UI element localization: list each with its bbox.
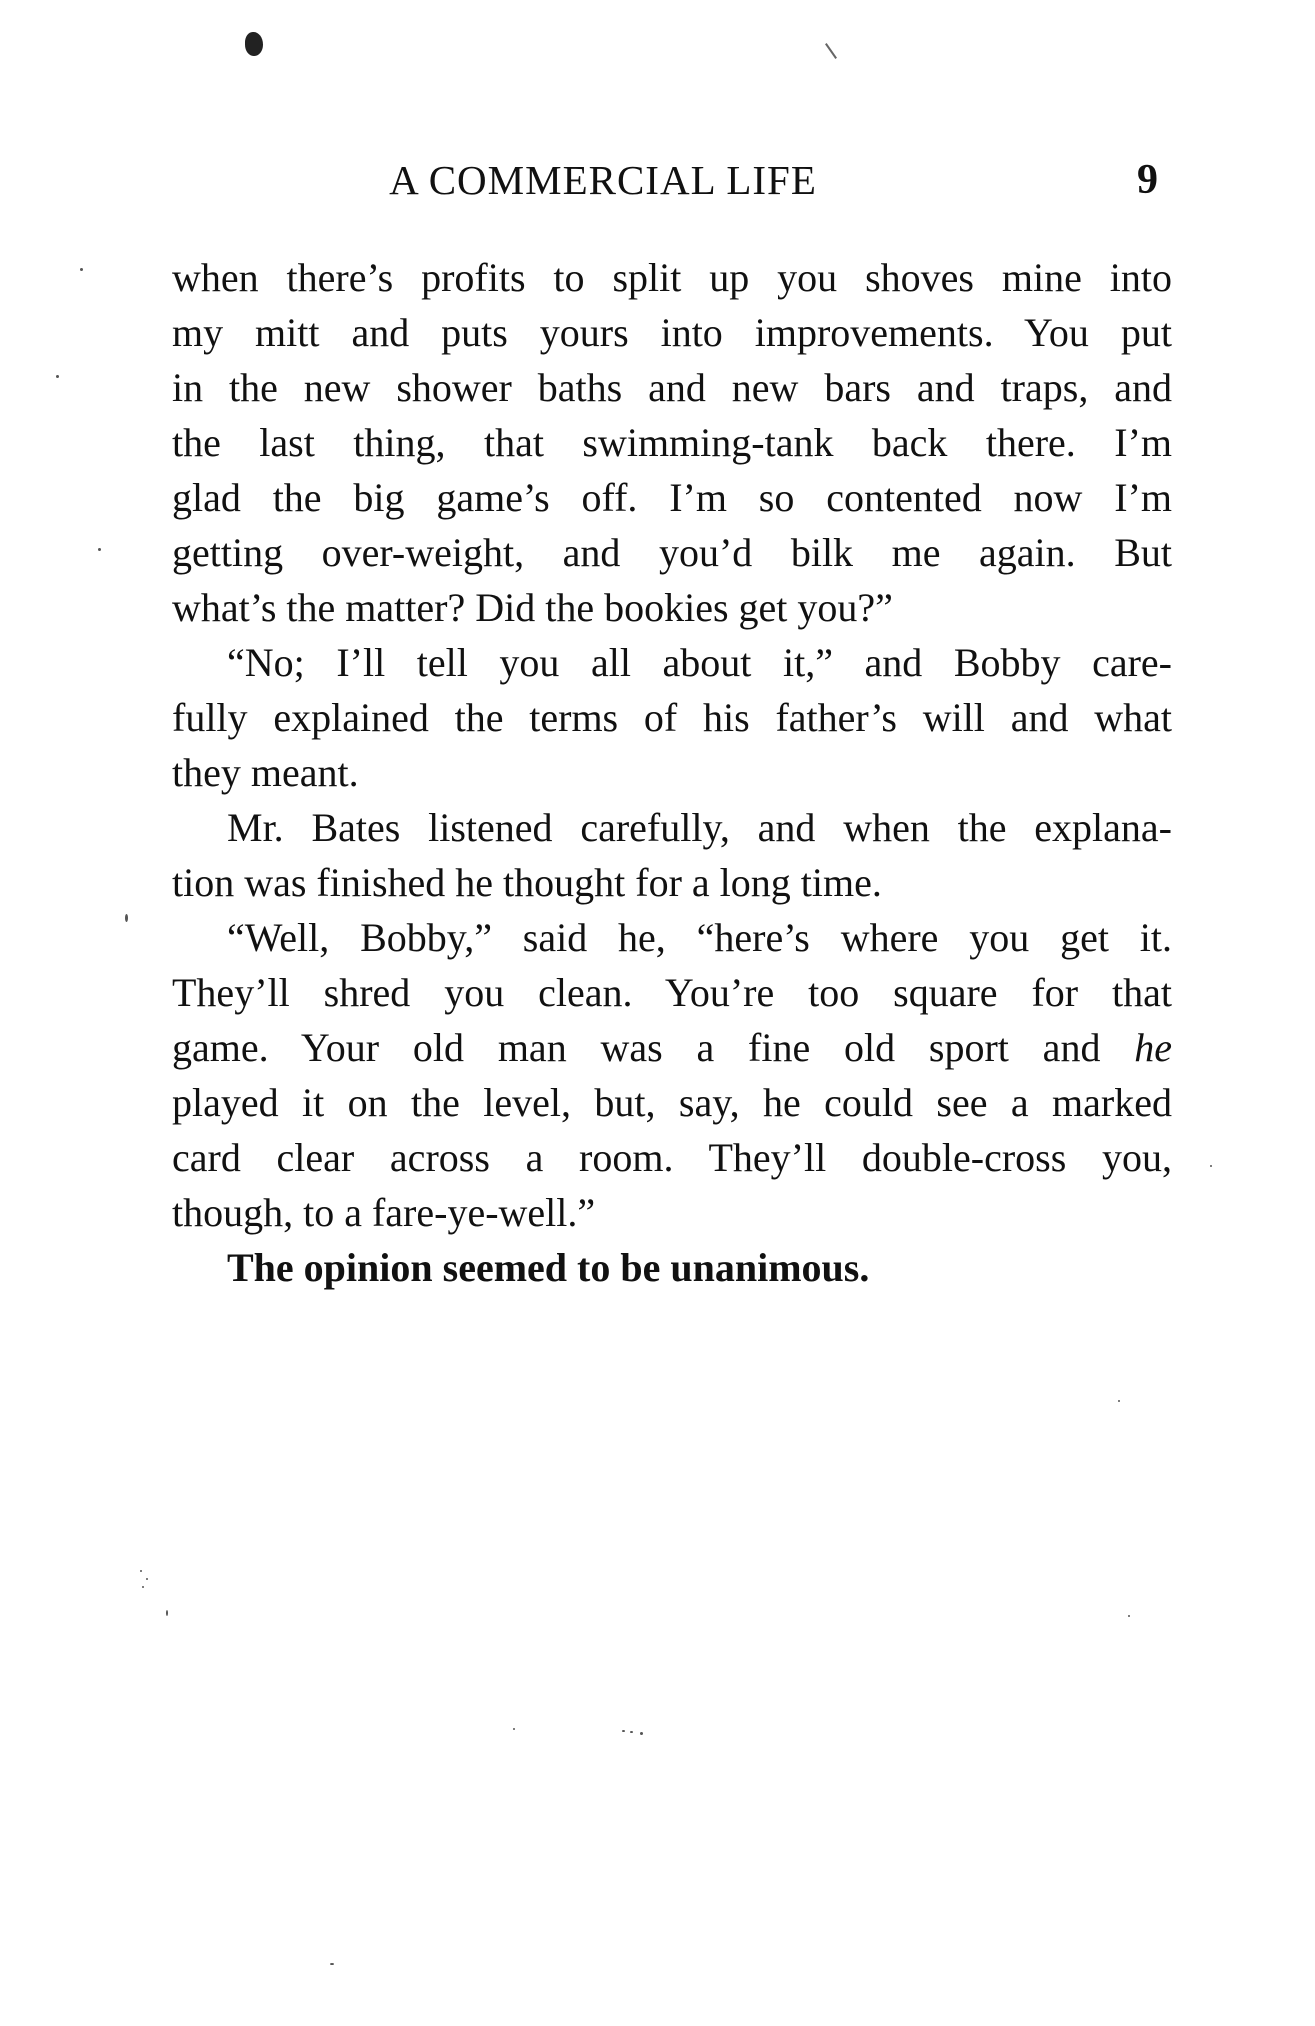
scan-speck bbox=[80, 268, 83, 271]
text-line: card clear across a room. They’ll double-cross you, bbox=[172, 1135, 1172, 1180]
text-line: when there’s profits to split up you shoves mine into bbox=[172, 255, 1172, 300]
scan-speck bbox=[513, 1728, 515, 1730]
scan-speck bbox=[630, 1731, 633, 1733]
scan-speck bbox=[56, 375, 59, 378]
running-head: A COMMERCIAL LIFE bbox=[389, 157, 817, 203]
scan-speck bbox=[125, 914, 128, 922]
text-line: in the new shower baths and new bars and traps, and bbox=[172, 365, 1172, 410]
text-line: Mr. Bates listened carefully, and when the explana- bbox=[227, 805, 1172, 850]
page-header bbox=[172, 150, 1172, 210]
text-line: tion was finished he thought for a long time. bbox=[172, 860, 882, 905]
emphasized-word: he bbox=[1134, 1025, 1172, 1070]
text-line: they meant. bbox=[172, 750, 359, 795]
text-segment: game. Your old man was a fine old sport and bbox=[172, 1025, 1101, 1070]
text-line: getting over-weight, and you’d bilk me again. But bbox=[172, 530, 1172, 575]
text-line: my mitt and puts yours into improvements. You put bbox=[172, 310, 1172, 355]
page-number: 9 bbox=[1137, 157, 1158, 203]
text-line bbox=[172, 1020, 1172, 1075]
body-text bbox=[172, 250, 1172, 1295]
text-line: “Well, Bobby,” said he, “here’s where you get it. bbox=[227, 915, 1172, 960]
scan-speck bbox=[142, 1586, 144, 1588]
scan-speck bbox=[1210, 1165, 1212, 1167]
scan-speck bbox=[1118, 1400, 1120, 1402]
scan-speck bbox=[330, 1963, 334, 1965]
text-line: played it on the level, but, say, he could see a marked bbox=[172, 1080, 1172, 1125]
ink-blot bbox=[245, 32, 263, 56]
scan-speck bbox=[640, 1732, 643, 1735]
ink-mark bbox=[825, 43, 837, 59]
scan-speck bbox=[98, 548, 101, 551]
text-line: glad the big game’s off. I’m so contented now I’m bbox=[172, 475, 1172, 520]
text-line: fully explained the terms of his father’s will and what bbox=[172, 695, 1172, 740]
text-line: They’ll shred you clean. You’re too square for that bbox=[172, 970, 1172, 1015]
text-line: though, to a fare-ye-well.” bbox=[172, 1190, 596, 1235]
scan-speck bbox=[1128, 1615, 1130, 1617]
text-line: The opinion seemed to be unanimous. bbox=[227, 1245, 870, 1290]
scan-speck bbox=[622, 1730, 625, 1732]
scan-speck bbox=[140, 1570, 142, 1572]
scan-speck bbox=[146, 1578, 148, 1580]
text-line: the last thing, that swimming-tank back there. I’m bbox=[172, 420, 1172, 465]
text-line: what’s the matter? Did the bookies get you?” bbox=[172, 585, 893, 630]
scan-speck bbox=[166, 1610, 168, 1616]
text-line: “No; I’ll tell you all about it,” and Bobby care- bbox=[227, 640, 1172, 685]
